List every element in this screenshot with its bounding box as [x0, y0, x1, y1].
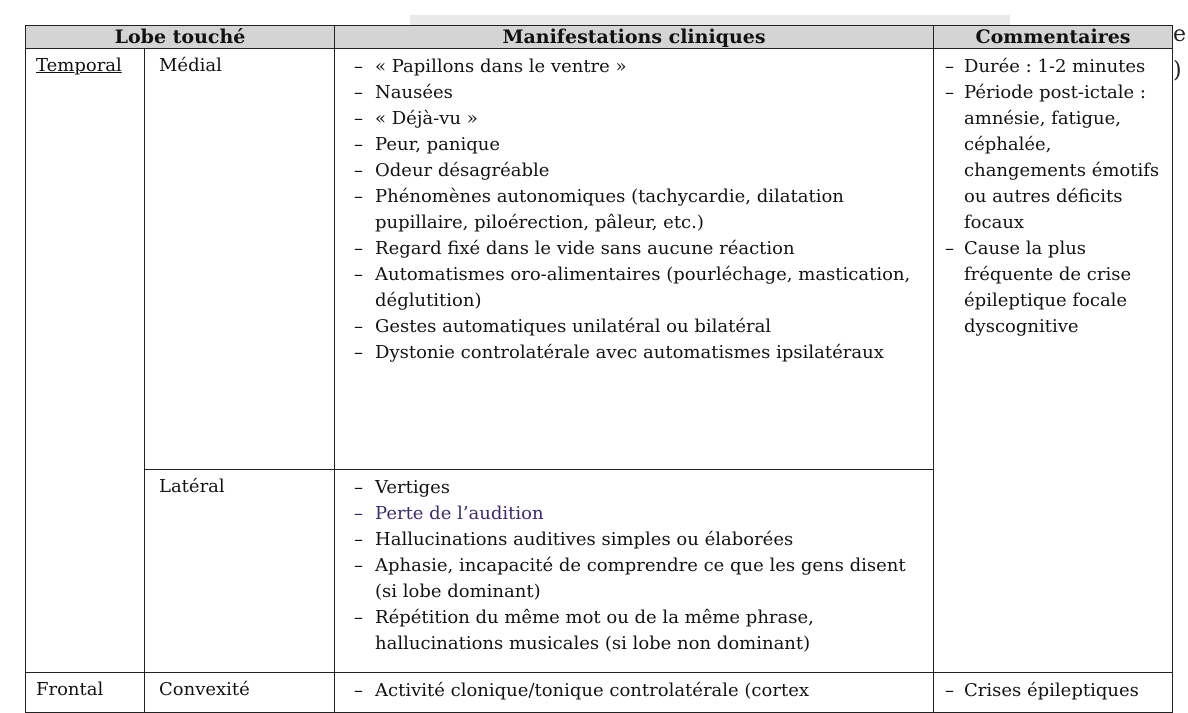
- comments-list: [934, 49, 1172, 348]
- list-item: – Automatismes oro-alimentaires (pourléchage, mastication, déglutition): [375, 262, 923, 314]
- list-item: – Odeur désagréable: [375, 158, 923, 184]
- header-row: [26, 26, 1173, 49]
- lateral-manifestations: [335, 470, 934, 673]
- list-item: – Durée : 1-2 minutes: [964, 54, 1166, 80]
- list-item: – Nausées: [375, 80, 923, 106]
- list-item: – Phénomènes autonomiques (tachycardie, dilatation pupillaire, piloérection, pâleur, etc.): [375, 184, 923, 236]
- list-item: – Perte de l’audition: [375, 501, 923, 527]
- list-item: – Gestes automatiques unilatéral ou bilatéral: [375, 314, 923, 340]
- lobe-frontal: Frontal: [26, 673, 145, 713]
- list-item: – Vertiges: [375, 475, 923, 501]
- edge-glyph-top: e: [1173, 22, 1187, 47]
- temporal-medial-row: [26, 49, 1173, 470]
- frontal-row: [26, 673, 1173, 713]
- medial-manifestations: [335, 49, 934, 470]
- header-comments: Commentaires: [934, 26, 1173, 49]
- medial-list: [335, 49, 933, 374]
- frontal-list: [335, 673, 933, 712]
- list-item: – Regard fixé dans le vide sans aucune réaction: [375, 236, 923, 262]
- list-item: – « Déjà-vu »: [375, 106, 923, 132]
- edge-glyph-second: ): [1173, 58, 1182, 83]
- frontal-comments: [934, 673, 1173, 713]
- list-item: – Répétition du même mot ou de la même phrase, hallucinations musicales (si lobe non dominant): [375, 605, 923, 657]
- lobe-temporal: Temporal: [26, 49, 145, 673]
- header-manifestations: Manifestations cliniques: [335, 26, 934, 49]
- list-item: – Cause la plus fréquente de crise épileptique focale dyscognitive: [964, 236, 1166, 340]
- header-lobe: Lobe touché: [26, 26, 335, 49]
- list-item: – Dystonie controlatérale avec automatismes ipsilatéraux: [375, 340, 923, 366]
- list-item: – Hallucinations auditives simples ou élaborées: [375, 527, 923, 553]
- list-item: – Peur, panique: [375, 132, 923, 158]
- frontal-comments-list: [934, 673, 1172, 712]
- list-item: – Crises épileptiques: [964, 678, 1166, 704]
- clinical-table: [25, 25, 1173, 713]
- sub-lateral: Latéral: [145, 470, 335, 673]
- frontal-manifestations: [335, 673, 934, 713]
- list-item: – Activité clonique/tonique controlatérale (cortex: [375, 678, 923, 704]
- list-item: – « Papillons dans le ventre »: [375, 54, 923, 80]
- sub-medial: Médial: [145, 49, 335, 470]
- lateral-list: [335, 470, 933, 665]
- temporal-comments: [934, 49, 1173, 673]
- list-item: – Aphasie, incapacité de comprendre ce que les gens disent (si lobe dominant): [375, 553, 923, 605]
- list-item: – Période post-ictale : amnésie, fatigue, céphalée, changements émotifs ou autres déficits focaux: [964, 80, 1166, 236]
- sub-convexite: Convexité: [145, 673, 335, 713]
